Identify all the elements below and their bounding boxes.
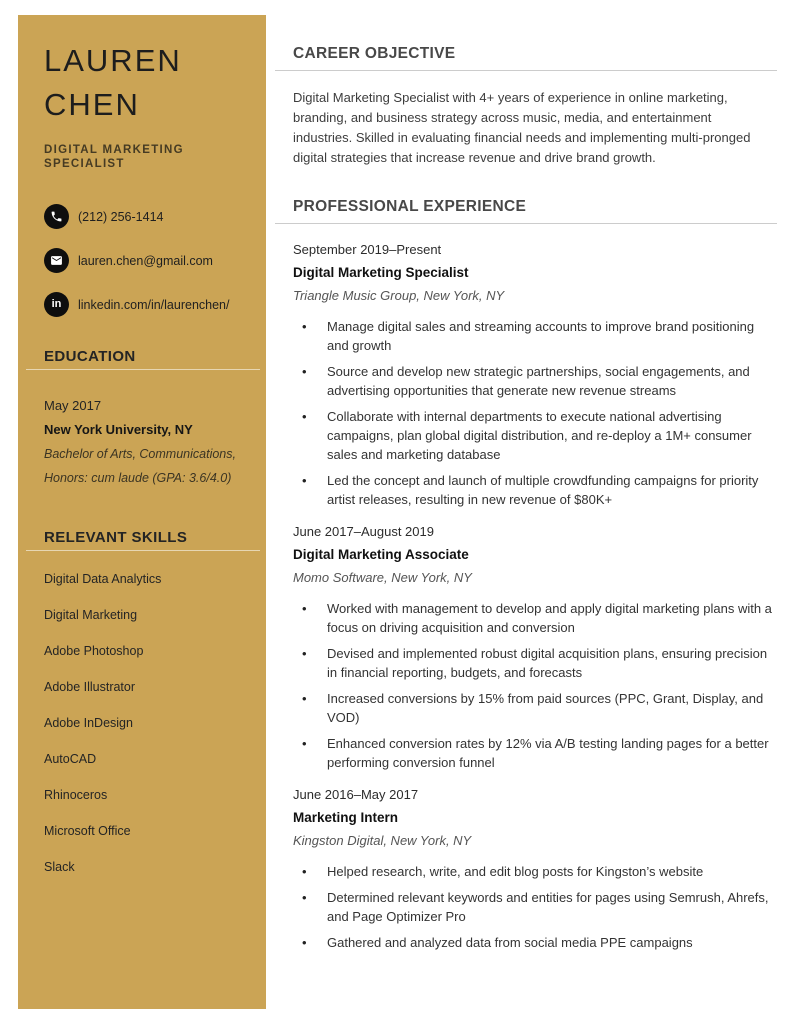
education-honors: Honors: cum laude (GPA: 3.6/4.0) [44,471,232,485]
job-company: Kingston Digital, New York, NY [293,833,472,848]
experience-heading: PROFESSIONAL EXPERIENCE [293,198,527,215]
bullet-item: • Gathered and analyzed data from social media PPE campaigns [293,933,777,952]
education-date: May 2017 [44,398,102,413]
job-entry [275,787,777,952]
contact-phone [44,204,256,229]
linkedin-icon: in [44,292,69,317]
bullet-item: • Devised and implemented robust digital acquisition plans, ensuring precision in financial reporting, budgets, and forecasts [293,644,777,682]
objective-text: Digital Marketing Specialist with 4+ years of experience in online marketing, branding, and business strategy across music, media, and entertainment industries. Skilled in evaluating financial needs and implementing multi-pronged digital strategies that increase revenue and drive brand growth. [293,90,751,165]
bullet-item: • Collaborate with internal departments to execute national advertising campaigns, plan global digital distribution, and re-deploy a 1M+ consumer sales and marketing database [293,407,777,464]
job-bullets [293,599,777,772]
contact-phone-text: (212) 256-1414 [78,209,164,224]
bullet-item: • Helped research, write, and edit blog posts for Kingston’s website [293,862,777,881]
contact-linkedin-text: linkedin.com/in/laurenchen/ [78,297,230,312]
sidebar [18,15,266,1009]
education-school: New York University, NY [44,422,193,437]
education-divider [26,369,260,370]
bullet-item: • Determined relevant keywords and entities for pages using Semrush, Ahrefs, and Page Optimizer Pro [293,888,777,926]
job-dates: June 2016–May 2017 [293,787,419,802]
contact-email-text: lauren.chen@gmail.com [78,253,213,268]
job-dates: June 2017–August 2019 [293,524,434,539]
experience-divider [275,223,777,224]
bullet-item: • Enhanced conversion rates by 12% via A/B testing landing pages for a better performing conversion funnel [293,734,777,772]
bullet-item: • Led the concept and launch of multiple crowdfunding campaigns for priority artist releases, resulting in new revenue of $80K+ [293,471,777,509]
experience-section [275,197,777,952]
email-icon [44,248,69,273]
skill-item: Adobe Photoshop [44,644,144,658]
name-line-1: LAUREN [44,43,182,78]
objective-section [275,44,777,168]
candidate-title: DIGITAL MARKETING SPECIALIST [44,144,184,170]
name-line-2: CHEN [44,87,140,122]
education-heading: EDUCATION [44,348,136,365]
job-entry [275,242,777,509]
skills-divider [26,550,260,551]
job-title: Digital Marketing Specialist [293,265,469,280]
bullet-item: • Increased conversions by 15% from paid sources (PPC, Grant, Display, and VOD) [293,689,777,727]
skill-item: Rhinoceros [44,788,108,802]
education-degree: Bachelor of Arts, Communications, [44,447,236,461]
objective-divider [275,70,777,71]
bullet-item: • Source and develop new strategic partnerships, social engagements, and advertising opportunities that generate new revenue streams [293,362,777,400]
skill-item: Adobe InDesign [44,716,133,730]
skill-item: Digital Marketing [44,608,138,622]
job-title: Digital Marketing Associate [293,547,469,562]
phone-icon [44,204,69,229]
bullet-item: • Worked with management to develop and apply digital marketing plans with a focus on driving acquisition and conversion [293,599,777,637]
skill-item: Slack [44,860,75,874]
skill-item: Digital Data Analytics [44,572,162,586]
main-content [275,0,777,959]
skills-heading: RELEVANT SKILLS [44,529,188,546]
objective-heading: CAREER OBJECTIVE [293,45,456,62]
contact-list [44,204,256,317]
skill-item: Adobe Illustrator [44,680,136,694]
skills-list [18,571,254,875]
job-entry [275,524,777,772]
skills-section [18,528,266,875]
contact-email [44,248,256,273]
job-bullets [293,317,777,509]
job-title: Marketing Intern [293,810,399,825]
skill-item: Microsoft Office [44,824,131,838]
education-section [18,347,266,486]
contact-linkedin [44,292,256,317]
job-company: Triangle Music Group, New York, NY [293,288,505,303]
job-company: Momo Software, New York, NY [293,570,472,585]
bullet-item: • Manage digital sales and streaming accounts to improve brand positioning and growth [293,317,777,355]
job-bullets [293,862,777,952]
skill-item: AutoCAD [44,752,97,766]
candidate-name [44,39,246,127]
job-dates: September 2019–Present [293,242,442,257]
